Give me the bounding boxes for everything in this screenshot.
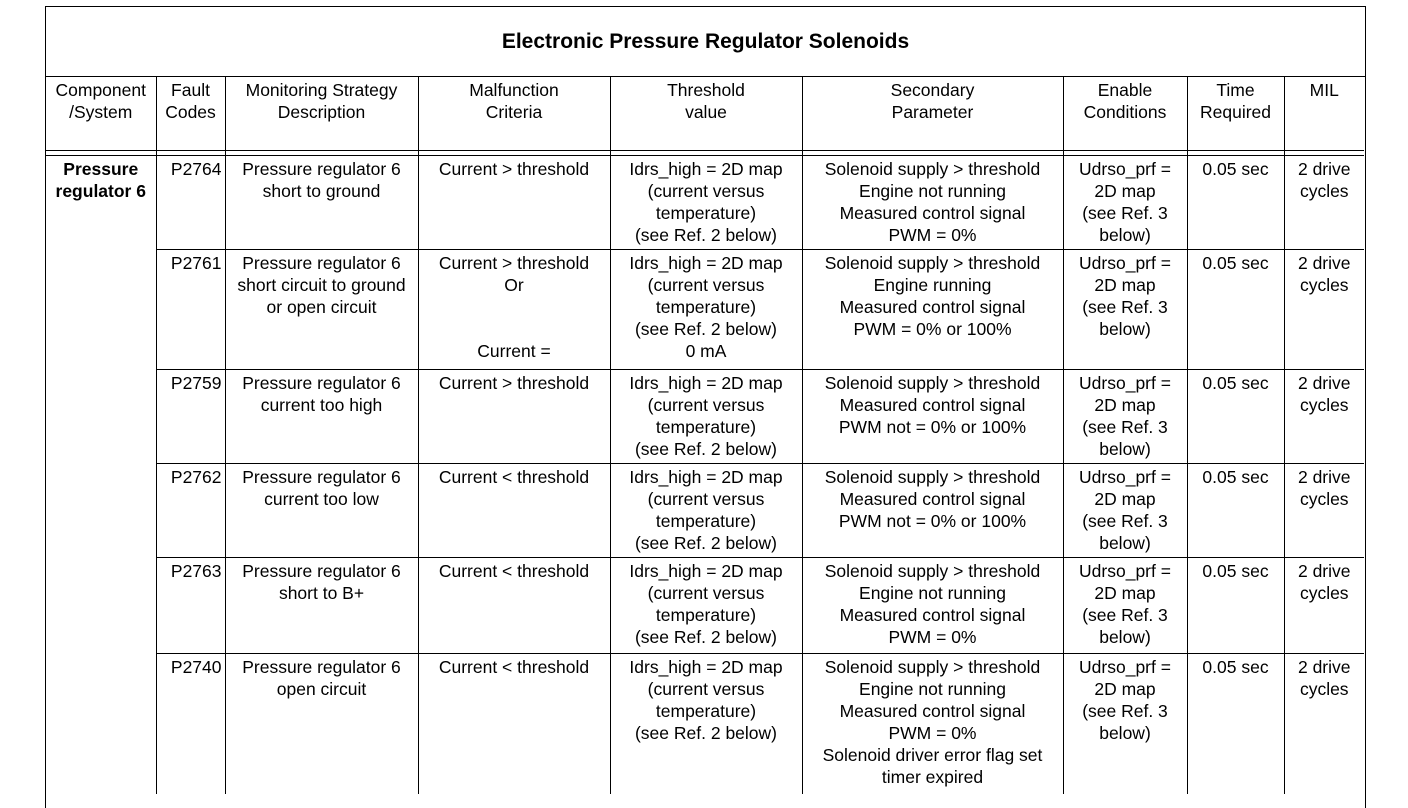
description-cell: Pressure regulator 6 short to B+ — [225, 558, 418, 654]
threshold-cell: Idrs_high = 2D map (current versus temperature) (see Ref. 2 below) — [610, 156, 802, 250]
enable-cell: Udrso_prf = 2D map (see Ref. 3 below) — [1063, 558, 1187, 654]
col-header-enable: Enable Conditions — [1063, 77, 1187, 151]
fault-code: P2764 — [156, 156, 225, 250]
fault-code: P2759 — [156, 370, 225, 464]
table-row — [46, 654, 1364, 794]
threshold-cell: Idrs_high = 2D map (current versus temperature) (see Ref. 2 below) — [610, 654, 802, 794]
table-row — [46, 558, 1364, 654]
col-header-component: Component /System — [46, 77, 156, 151]
threshold-cell: Idrs_high = 2D map (current versus temperature) (see Ref. 2 below) 0 mA — [610, 250, 802, 370]
time-cell: 0.05 sec — [1187, 464, 1284, 558]
threshold-cell: Idrs_high = 2D map (current versus temperature) (see Ref. 2 below) — [610, 370, 802, 464]
col-header-secondary: Secondary Parameter — [802, 77, 1063, 151]
description-cell: Pressure regulator 6 open circuit — [225, 654, 418, 794]
col-header-malfunction: Malfunction Criteria — [418, 77, 610, 151]
time-cell: 0.05 sec — [1187, 654, 1284, 794]
header-row — [46, 77, 1364, 151]
enable-cell: Udrso_prf = 2D map (see Ref. 3 below) — [1063, 370, 1187, 464]
criteria-cell: Current > threshold Or Current = — [418, 250, 610, 370]
fault-code: P2763 — [156, 558, 225, 654]
secondary-cell: Solenoid supply > threshold Engine not running Measured control signal PWM = 0% — [802, 156, 1063, 250]
mil-cell: 2 drive cycles — [1284, 250, 1364, 370]
criteria-cell: Current > threshold — [418, 370, 610, 464]
fault-code: P2761 — [156, 250, 225, 370]
secondary-cell: Solenoid supply > threshold Engine running Measured control signal PWM = 0% or 100% — [802, 250, 1063, 370]
col-header-time: Time Required — [1187, 77, 1284, 151]
col-header-mil: MIL — [1284, 77, 1364, 151]
fault-code: P2762 — [156, 464, 225, 558]
secondary-cell: Solenoid supply > threshold Engine not running Measured control signal PWM = 0% Solenoid driver error flag set timer expired — [802, 654, 1063, 794]
secondary-cell: Solenoid supply > threshold Measured control signal PWM not = 0% or 100% — [802, 370, 1063, 464]
secondary-cell: Solenoid supply > threshold Engine not running Measured control signal PWM = 0% — [802, 558, 1063, 654]
mil-cell: 2 drive cycles — [1284, 370, 1364, 464]
table-row — [46, 464, 1364, 558]
mil-cell: 2 drive cycles — [1284, 654, 1364, 794]
enable-cell: Udrso_prf = 2D map (see Ref. 3 below) — [1063, 250, 1187, 370]
col-header-fault-codes: Fault Codes — [156, 77, 225, 151]
table-row — [46, 370, 1364, 464]
mil-cell: 2 drive cycles — [1284, 464, 1364, 558]
time-cell: 0.05 sec — [1187, 250, 1284, 370]
col-header-threshold: Threshold value — [610, 77, 802, 151]
criteria-cell: Current < threshold — [418, 558, 610, 654]
mil-cell: 2 drive cycles — [1284, 558, 1364, 654]
criteria-cell: Current < threshold — [418, 464, 610, 558]
enable-cell: Udrso_prf = 2D map (see Ref. 3 below) — [1063, 156, 1187, 250]
document-page — [45, 6, 1366, 808]
enable-cell: Udrso_prf = 2D map (see Ref. 3 below) — [1063, 464, 1187, 558]
mil-cell: 2 drive cycles — [1284, 156, 1364, 250]
table-row — [46, 250, 1364, 370]
criteria-cell: Current > threshold — [418, 156, 610, 250]
table-row — [46, 156, 1364, 250]
col-header-monitoring: Monitoring Strategy Description — [225, 77, 418, 151]
fault-table — [46, 77, 1364, 794]
time-cell: 0.05 sec — [1187, 370, 1284, 464]
fault-code: P2740 — [156, 654, 225, 794]
secondary-cell: Solenoid supply > threshold Measured control signal PWM not = 0% or 100% — [802, 464, 1063, 558]
description-cell: Pressure regulator 6 short circuit to ground or open circuit — [225, 250, 418, 370]
enable-cell: Udrso_prf = 2D map (see Ref. 3 below) — [1063, 654, 1187, 794]
criteria-cell: Current < threshold — [418, 654, 610, 794]
page-title: Electronic Pressure Regulator Solenoids — [46, 7, 1365, 77]
description-cell: Pressure regulator 6 short to ground — [225, 156, 418, 250]
time-cell: 0.05 sec — [1187, 558, 1284, 654]
threshold-cell: Idrs_high = 2D map (current versus temperature) (see Ref. 2 below) — [610, 464, 802, 558]
component-cell: Pressure regulator 6 — [46, 156, 156, 794]
description-cell: Pressure regulator 6 current too high — [225, 370, 418, 464]
description-cell: Pressure regulator 6 current too low — [225, 464, 418, 558]
threshold-cell: Idrs_high = 2D map (current versus temperature) (see Ref. 2 below) — [610, 558, 802, 654]
time-cell: 0.05 sec — [1187, 156, 1284, 250]
